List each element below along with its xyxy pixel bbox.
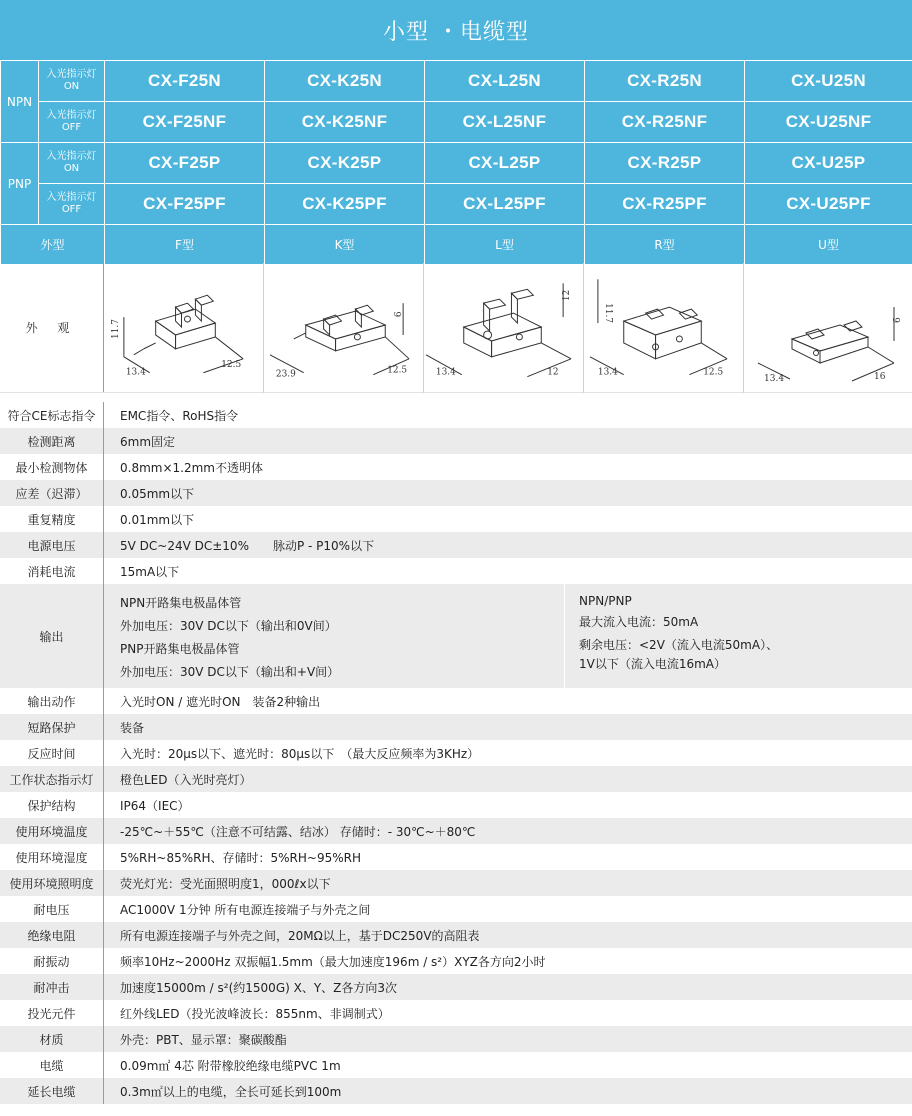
spec-value: 0.8mm×1.2mm不透明体 — [120, 460, 263, 475]
light-off-label: 入光指示灯OFF — [39, 102, 105, 143]
dim-label: 11.7 — [110, 319, 121, 339]
model-cell: CX-L25PF — [425, 184, 585, 225]
spec-row — [0, 1026, 912, 1052]
spec-key: 应差（迟滞） — [0, 480, 104, 506]
model-cell: CX-K25N — [265, 61, 425, 102]
spec-key: 使用环境照明度 — [0, 870, 104, 896]
spec-value: IP64（IEC） — [120, 798, 190, 813]
model-cell: CX-F25P — [105, 143, 265, 184]
dim-label: 12.5 — [221, 359, 242, 370]
spec-value: 红外线LED（投光波峰波长：855nm、非调制式） — [120, 1006, 390, 1021]
dim-label: 12 — [562, 289, 573, 302]
model-cell: CX-R25N — [585, 61, 745, 102]
spec-value: 橙色LED（入光时亮灯） — [120, 772, 252, 787]
output-left — [104, 584, 564, 688]
shape-cell: L型 — [425, 225, 585, 265]
spec-row — [0, 974, 912, 1000]
spec-value: 0.3m㎡以上的电缆，全长可延长到100m — [120, 1084, 342, 1099]
spec-value: 频率10Hz~2000Hz 双振幅1.5mm（最大加速度196m / s²）XYZ各方向2小时 — [120, 954, 546, 969]
model-cell: CX-R25P — [585, 143, 745, 184]
spec-row — [0, 844, 912, 870]
output-line: 外加电压：30V DC以下（输出和+V间） — [120, 665, 340, 679]
sensor-drawing-l — [424, 263, 584, 393]
spec-value: 0.05mm以下 — [120, 486, 195, 501]
spec-value: 6mm固定 — [120, 434, 176, 449]
dim-label: 13.4 — [597, 367, 618, 378]
spec-row — [0, 558, 912, 584]
sensor-drawing-r — [584, 263, 744, 393]
light-off-label: 入光指示灯OFF — [39, 184, 105, 225]
spec-key: 符合CE标志指令 — [0, 402, 104, 428]
spec-value: 荧光灯光：受光面照明度1，000ℓx以下 — [120, 876, 331, 891]
spec-value: 加速度15000m / s²(约1500G) X、Y、Z各方向3次 — [120, 980, 398, 995]
light-on-label: 入光指示灯ON — [39, 143, 105, 184]
spec-key: 工作状态指示灯 — [0, 766, 104, 792]
dim-label: 12.5 — [703, 367, 724, 378]
page-title: 小型 ・电缆型 — [0, 0, 912, 60]
spec-key: 耐振动 — [0, 948, 104, 974]
light-on-label: 入光指示灯ON — [39, 61, 105, 102]
model-cell: CX-K25P — [265, 143, 425, 184]
spec-value: 入光时：20μs以下、遮光时：80μs以下 （最大反应频率为3KHz） — [120, 746, 480, 761]
sensor-drawing-u — [744, 263, 912, 393]
sensor-drawing-k — [264, 263, 424, 393]
spec-key: 耐电压 — [0, 896, 104, 922]
dim-label: 12 — [547, 367, 559, 378]
spec-key: 电缆 — [0, 1052, 104, 1078]
output-line: 最大流入电流：50mA — [579, 615, 699, 629]
spec-value: 装备 — [120, 720, 145, 735]
spec-row — [0, 428, 912, 454]
output-line: 1V以下（流入电流16mA） — [579, 657, 727, 671]
output-line: 外加电压：30V DC以下（输出和0V间） — [120, 619, 337, 633]
spec-key: 使用环境湿度 — [0, 844, 104, 870]
pnp-label: PNP — [1, 143, 39, 225]
model-grid — [0, 60, 912, 265]
spec-value: EMC指令、RoHS指令 — [120, 408, 239, 423]
output-line: PNP开路集电极晶体管 — [120, 642, 240, 656]
output-line: NPN开路集电极晶体管 — [120, 596, 242, 610]
spec-key: 最小检测物体 — [0, 454, 104, 480]
spec-row — [0, 402, 912, 428]
dim-label: 6 — [893, 317, 903, 323]
spec-key: 反应时间 — [0, 740, 104, 766]
spec-value: 5V DC~24V DC±10% 脉动P - P10%以下 — [120, 538, 375, 553]
output-right — [564, 584, 912, 688]
dim-label: 13.4 — [435, 367, 456, 378]
spec-key: 短路保护 — [0, 714, 104, 740]
spec-row — [0, 480, 912, 506]
spec-value: 0.01mm以下 — [120, 512, 195, 527]
spec-key: 投光元件 — [0, 1000, 104, 1026]
dim-label: 12.5 — [387, 365, 408, 376]
dim-label: 13.4 — [125, 367, 146, 378]
model-cell: CX-K25PF — [265, 184, 425, 225]
spec-value: 0.09m㎡ 4芯 附带橡胶绝缘电缆PVC 1m — [120, 1058, 341, 1073]
spec-value: 外壳：PBT、显示罩：聚碳酸酯 — [120, 1032, 287, 1047]
appearance-row — [0, 263, 912, 393]
dim-label: 6 — [394, 311, 405, 318]
shape-cell: U型 — [745, 225, 912, 265]
spec-key: 消耗电流 — [0, 558, 104, 584]
spec-key: 绝缘电阻 — [0, 922, 104, 948]
model-cell: CX-F25N — [105, 61, 265, 102]
shape-label: 外型 — [1, 225, 105, 265]
spec-row — [0, 766, 912, 792]
spec-key: 保护结构 — [0, 792, 104, 818]
spec-key: 使用环境温度 — [0, 818, 104, 844]
output-row — [0, 584, 912, 688]
spec-value: AC1000V 1分钟 所有电源连接端子与外壳之间 — [120, 902, 371, 917]
model-cell: CX-F25NF — [105, 102, 265, 143]
dim-label: 23.9 — [275, 369, 296, 380]
shape-cell: F型 — [105, 225, 265, 265]
model-cell: CX-L25P — [425, 143, 585, 184]
spec-row — [0, 792, 912, 818]
spec-row — [0, 948, 912, 974]
spec-value: 15mA以下 — [120, 564, 180, 579]
shape-cell: K型 — [265, 225, 425, 265]
spec-key: 耐冲击 — [0, 974, 104, 1000]
spec-row — [0, 532, 912, 558]
spec-key: 重复精度 — [0, 506, 104, 532]
spec-row — [0, 818, 912, 844]
model-cell: CX-L25N — [425, 61, 585, 102]
spec-row — [0, 1000, 912, 1026]
model-cell: CX-R25NF — [585, 102, 745, 143]
spec-key: 输出 — [0, 584, 104, 688]
spec-row — [0, 922, 912, 948]
shape-cell: R型 — [585, 225, 745, 265]
spec-row — [0, 506, 912, 532]
dim-label: 11.7 — [602, 303, 613, 324]
spec-key: 输出动作 — [0, 688, 104, 714]
spec-key: 电源电压 — [0, 532, 104, 558]
model-cell: CX-U25NF — [745, 102, 912, 143]
model-cell: CX-U25P — [745, 143, 912, 184]
spec-row — [0, 1078, 912, 1104]
spec-key: 材质 — [0, 1026, 104, 1052]
model-cell: CX-U25PF — [745, 184, 912, 225]
sensor-drawing-f — [104, 263, 264, 393]
spec-row — [0, 688, 912, 714]
output-line: NPN/PNP — [579, 594, 632, 608]
spec-value: 入光时ON / 遮光时ON 装备2种输出 — [120, 694, 321, 709]
spec-key: 检测距离 — [0, 428, 104, 454]
model-cell: CX-R25PF — [585, 184, 745, 225]
spec-value: 5%RH~85%RH、存储时：5%RH~95%RH — [120, 850, 361, 865]
spec-row — [0, 740, 912, 766]
model-cell: CX-L25NF — [425, 102, 585, 143]
appearance-label: 外 观 — [0, 263, 104, 392]
output-line: 剩余电压：<2V（流入电流50mA）、 — [579, 638, 779, 652]
dim-label: 16 — [874, 372, 886, 382]
spec-value: -25℃~＋55℃（注意不可结露、结冰） 存储时：- 30℃~＋80℃ — [120, 824, 476, 839]
spec-row — [0, 896, 912, 922]
spec-key: 延长电缆 — [0, 1078, 104, 1104]
model-cell: CX-U25N — [745, 61, 912, 102]
dim-label: 13.4 — [764, 374, 785, 384]
spec-row — [0, 1052, 912, 1078]
spec-row — [0, 454, 912, 480]
spec-row — [0, 870, 912, 896]
model-cell: CX-F25PF — [105, 184, 265, 225]
spec-value: 所有电源连接端子与外壳之间，20MΩ以上，基于DC250V的高阻表 — [120, 928, 480, 943]
npn-label: NPN — [1, 61, 39, 143]
spec-table — [0, 402, 912, 1104]
model-cell: CX-K25NF — [265, 102, 425, 143]
spec-row — [0, 714, 912, 740]
